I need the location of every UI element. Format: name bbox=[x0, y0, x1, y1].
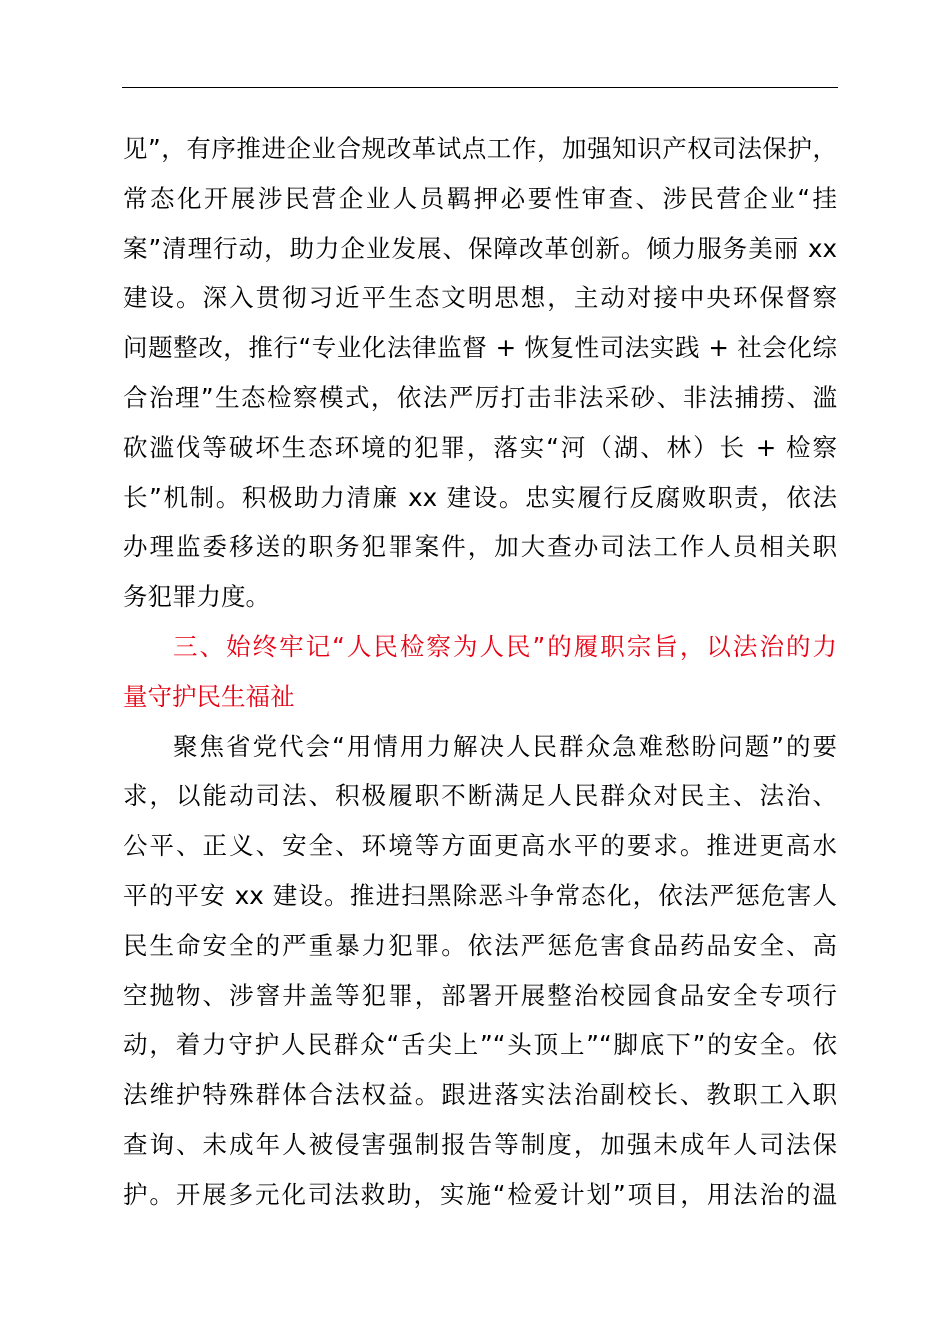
text-line: 砍滥伐等破坏生态环境的犯罪，落实“河（湖、林）长 + 检察 bbox=[123, 432, 837, 462]
text-line: 查询、未成年人被侵害强制报告等制度，加强未成年人司法保 bbox=[123, 1129, 837, 1159]
text-line: 问题整改，推行“专业化法律监督 + 恢复性司法实践 + 社会化综 bbox=[123, 333, 837, 363]
text-line: 建设。深入贯彻习近平生态文明思想，主动对接中央环保督察 bbox=[123, 283, 837, 313]
document-body bbox=[123, 124, 837, 1220]
text-line: 求，以能动司法、积极履职不断满足人民群众对民主、法治、 bbox=[123, 781, 837, 811]
paragraph-next bbox=[123, 722, 837, 1220]
text-line: 长”机制。积极助力清廉 xx 建设。忠实履行反腐败职责，依法 bbox=[123, 482, 837, 512]
text-line: 聚焦省党代会“用情用力解决人民群众急难愁盼问题”的要 bbox=[173, 731, 837, 761]
text-line: 案”清理行动，助力企业发展、保障改革创新。倾力服务美丽 xx bbox=[123, 233, 837, 263]
text-line: 见”，有序推进企业合规改革试点工作，加强知识产权司法保护， bbox=[123, 134, 837, 163]
heading-line: 三、始终牢记“人民检察为人民”的履职宗旨，以法治的力 bbox=[173, 631, 837, 661]
text-line: 动，着力守护人民群众“舌尖上”“头顶上”“脚底下”的安全。依 bbox=[123, 1030, 837, 1060]
text-line: 法维护特殊群体合法权益。跟进落实法治副校长、教职工入职 bbox=[123, 1080, 837, 1110]
section-heading bbox=[123, 622, 837, 722]
text-line: 护。开展多元化司法救助，实施“检爱计划”项目，用法治的温 bbox=[123, 1179, 837, 1209]
header-rule bbox=[122, 87, 838, 88]
text-line: 平的平安 xx 建设。推进扫黑除恶斗争常态化，依法严惩危害人 bbox=[123, 880, 837, 910]
heading-line: 量守护民生福祉 bbox=[123, 681, 295, 711]
text-line: 公平、正义、安全、环境等方面更高水平的要求。推进更高水 bbox=[123, 831, 837, 861]
text-line: 空抛物、涉窨井盖等犯罪，部署开展整治校园食品安全专项行 bbox=[123, 980, 837, 1010]
text-line: 务犯罪力度。 bbox=[123, 582, 270, 612]
text-line: 民生命安全的严重暴力犯罪。依法严惩危害食品药品安全、高 bbox=[123, 930, 837, 960]
paragraph-continued bbox=[123, 124, 837, 622]
text-line: 常态化开展涉民营企业人员羁押必要性审查、涉民营企业“挂 bbox=[123, 183, 837, 213]
text-line: 办理监委移送的职务犯罪案件，加大查办司法工作人员相关职 bbox=[123, 532, 837, 562]
text-line: 合治理”生态检察模式，依法严厉打击非法采砂、非法捕捞、滥 bbox=[123, 382, 837, 412]
